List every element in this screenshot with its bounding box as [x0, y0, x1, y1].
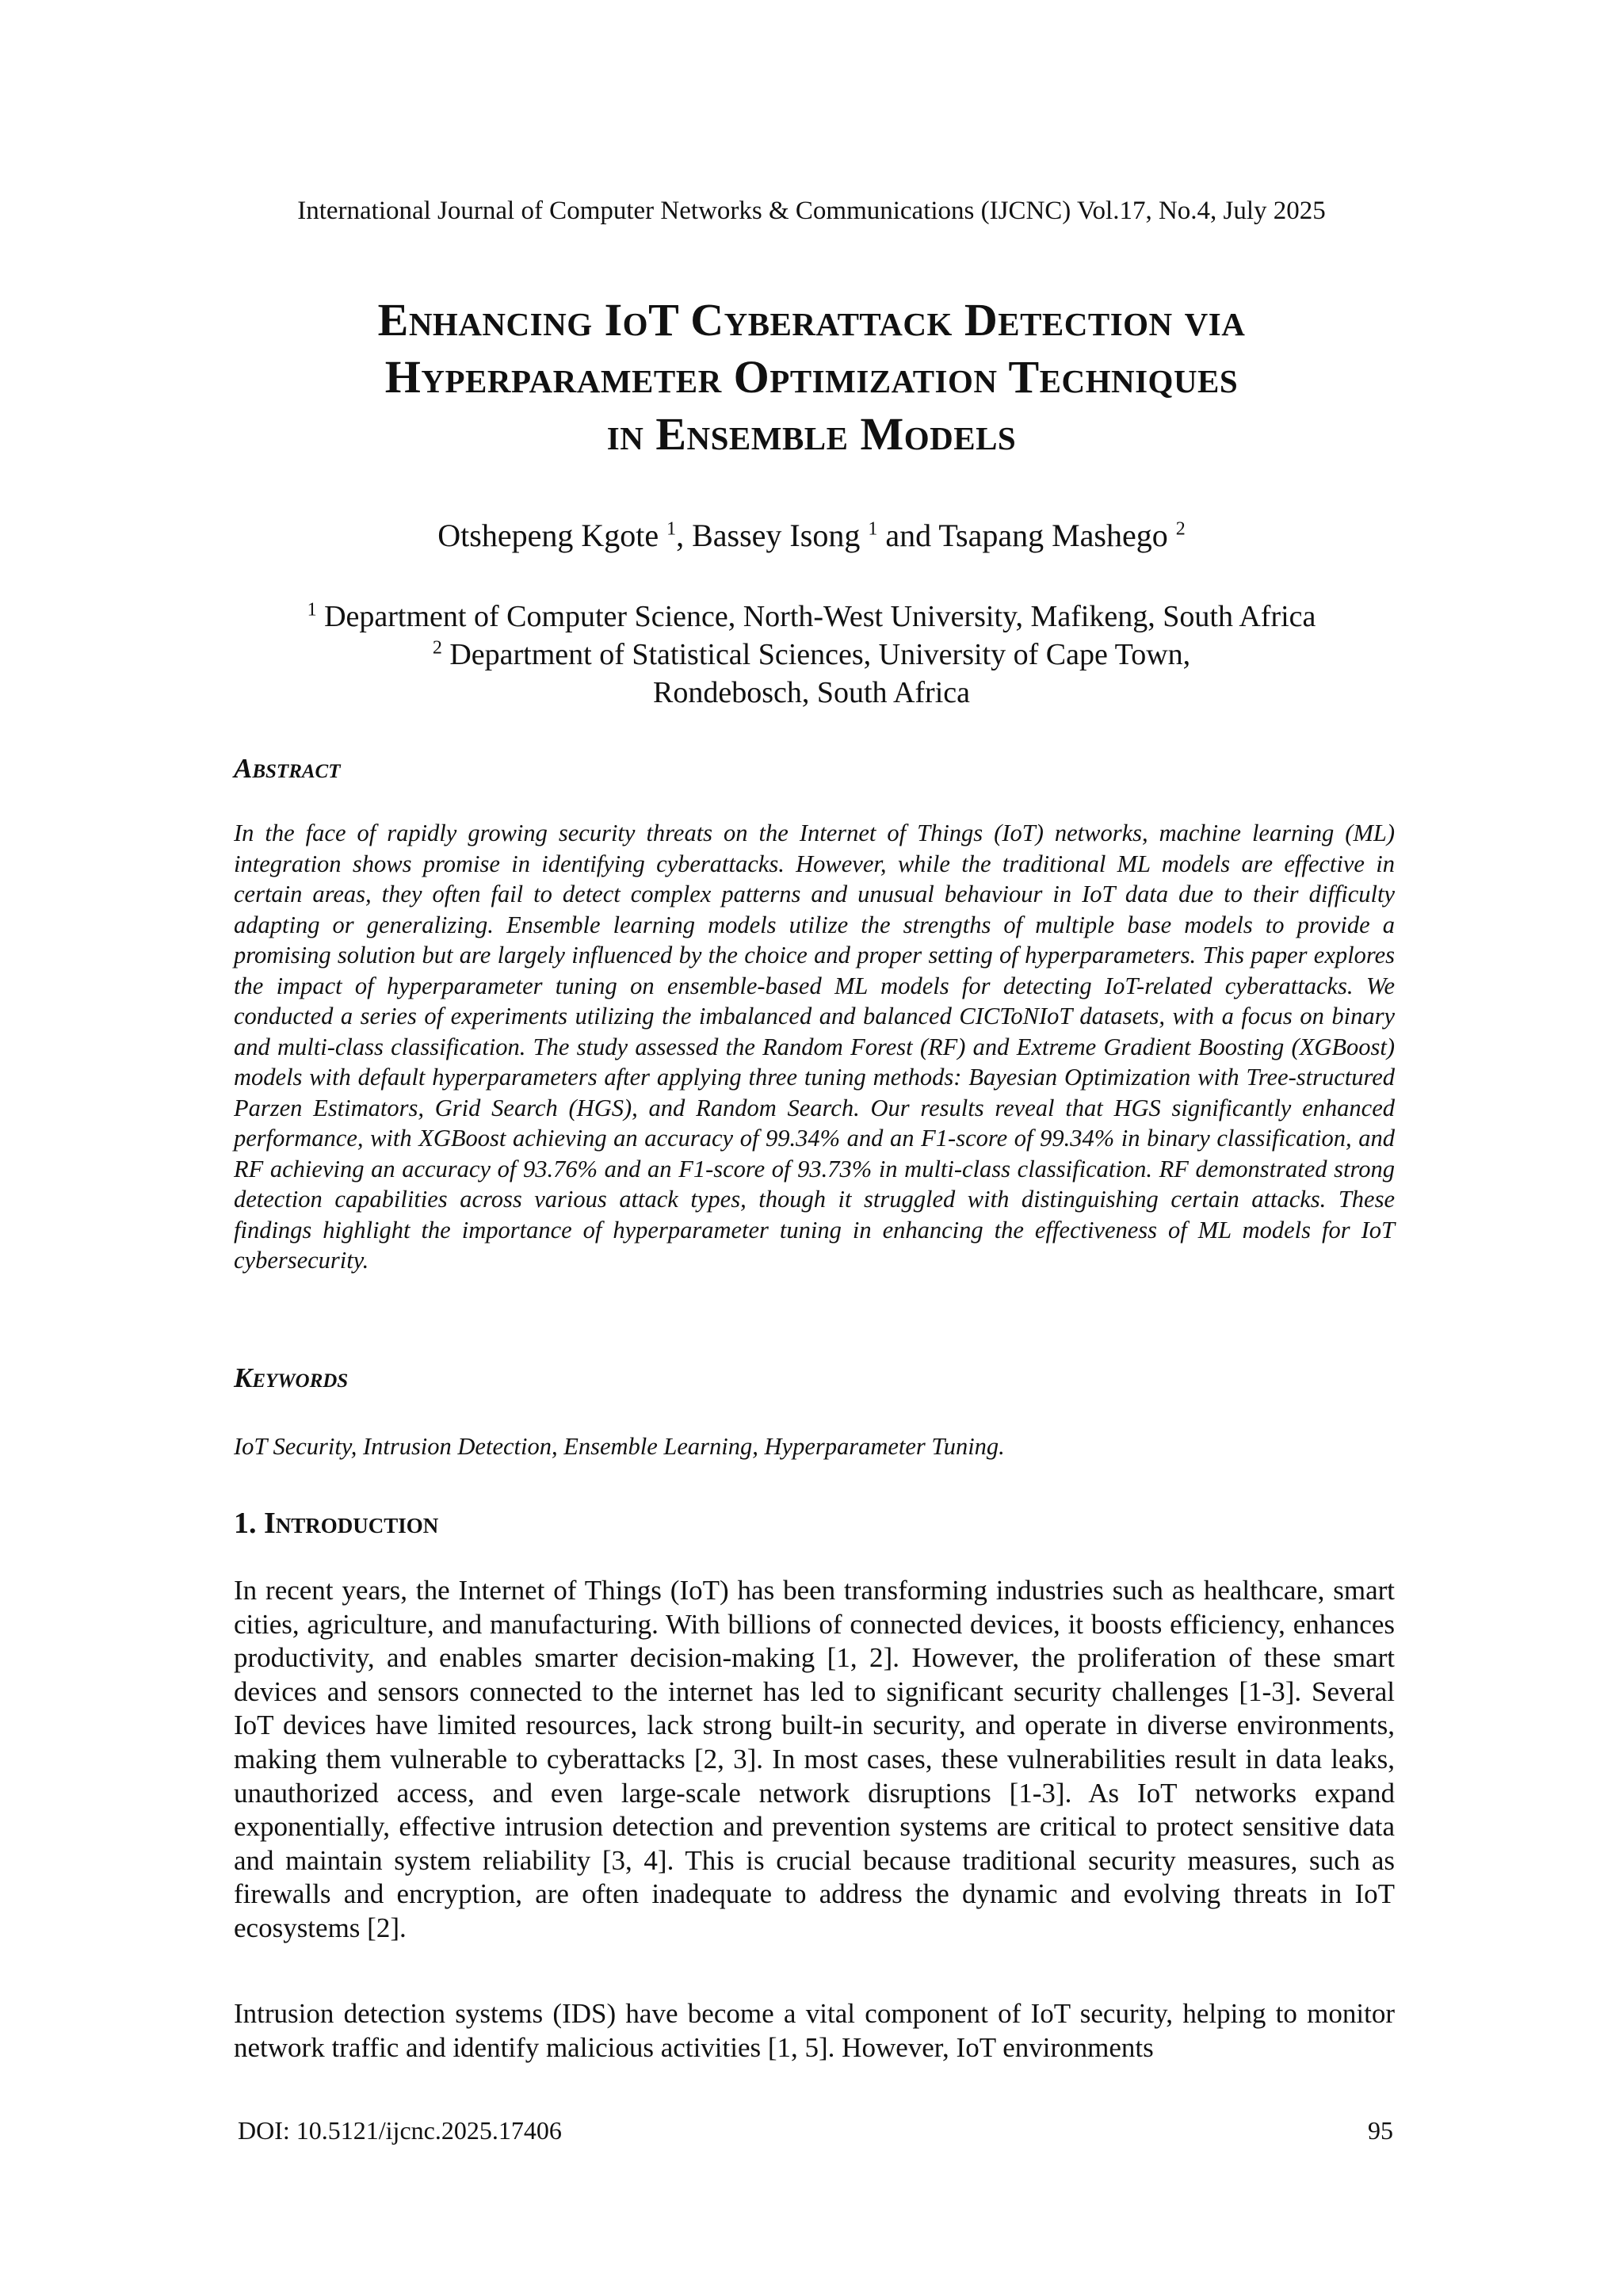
footer-doi: DOI: 10.5121/ijcnc.2025.17406	[238, 2116, 562, 2145]
affiliation-1: $^1$ Department of Computer Science, North-West University, Mafikeng, South Africa	[307, 599, 1316, 633]
title-line-3: in Ensemble Models	[606, 408, 1017, 460]
introduction-paragraph-1: In recent years, the Internet of Things (IoT) has been transforming industries such as healthcare, smart cities, agriculture, and manufacturing. With billions of connected devices, it boosts efficiency, enhances productivity, and enables smarter decision-making [1, 2]. However, the proliferation of these smart devices and sensors connected to the internet has led to significant security challenges [1-3]. Several IoT devices have limited resources, lack strong built-in security, and operate in diverse environments, making them vulnerable to cyberattacks [2, 3]. In most cases, these vulnerabilities result in data leaks, unauthorized access, and even large-scale network disruptions [1-3]. As IoT networks expand exponentially, effective intrusion detection and prevention systems are critical to protect sensitive data and maintain system reliability [3, 4]. This is crucial because traditional security measures, such as firewalls and encryption, are often inadequate to address the dynamic and evolving threats in IoT ecosystems [2].	[234, 1575, 1395, 1943]
affiliation-mark: 2	[432, 637, 442, 659]
affiliation-2-continued: Rondebosch, South Africa	[652, 676, 970, 709]
author-affiliation-mark: 1	[868, 518, 878, 540]
author-name: Bassey Isong	[692, 518, 861, 553]
paper-title	[0, 292, 1623, 463]
introduction-heading: 1. Introduction	[234, 1507, 439, 1540]
author-list	[0, 515, 1623, 556]
page-number: 95	[1368, 2116, 1393, 2145]
author-separator: ,	[676, 518, 693, 553]
affiliations	[0, 598, 1623, 712]
author-separator: and	[877, 518, 939, 553]
author-affiliation-mark: 1	[666, 518, 677, 540]
affiliation-2: $^2$ Department of Statistical Sciences, University of Cape Town,	[432, 637, 1191, 671]
keywords-heading: Keywords	[234, 1362, 349, 1393]
author-affiliation-mark: 2	[1175, 518, 1186, 540]
abstract-heading: Abstract	[234, 753, 341, 784]
author-name: Tsapang Mashego	[938, 518, 1168, 553]
abstract-text: In the face of rapidly growing security threats on the Internet of Things (IoT) networks, machine learning (ML) integration shows promise in identifying cyberattacks. However, while the traditional ML models are effective in certain areas, they often fail to detect complex patterns and unusual behaviour in IoT data due to their difficulty adapting or generalizing. Ensemble learning models utilize the strengths of multiple base models to provide a promising solution but are largely influenced by the choice and proper setting of hyperparameters. This paper explores the impact of hyperparameter tuning on ensemble-based ML models for detecting IoT-related cyberattacks. We conducted a series of experiments utilizing the imbalanced and balanced CICToNIoT datasets, with a focus on binary and multi-class classification. The study assessed the Random Forest (RF) and Extreme Gradient Boosting (XGBoost) models with default hyperparameters after applying three tuning methods: Bayesian Optimization with Tree-structured Parzen Estimators, Grid Search (HGS), and Random Search. Our results reveal that HGS significantly enhanced performance, with XGBoost achieving an accuracy of 99.34% and an F1-score of 99.34% in binary classification, and RF achieving an accuracy of 93.76% and an F1-score of 93.73% in multi-class classification. RF demonstrated strong detection capabilities across various attack types, though it struggled with distinguishing certain attacks. These findings highlight the importance of hyperparameter tuning in enhancing the effectiveness of ML models for IoT cybersecurity.	[234, 819, 1395, 1274]
keywords-text: IoT Security, Intrusion Detection, Ensemble Learning, Hyperparameter Tuning.	[234, 1433, 1005, 1460]
title-line-1: Enhancing IoT Cyberattack Detection via	[377, 294, 1246, 346]
introduction-paragraph-2: Intrusion detection systems (IDS) have become a vital component of IoT security, helping to monitor network traffic and identify malicious activities [1, 5]. However, IoT environments	[234, 1998, 1395, 2063]
title-line-2: Hyperparameter Optimization Techniques	[384, 351, 1239, 403]
affiliation-mark: 1	[307, 599, 317, 621]
author-name: Otshepeng Kgote	[437, 518, 659, 553]
journal-header: International Journal of Computer Networks & Communications (IJCNC) Vol.17, No.4, July 2025	[297, 197, 1326, 225]
